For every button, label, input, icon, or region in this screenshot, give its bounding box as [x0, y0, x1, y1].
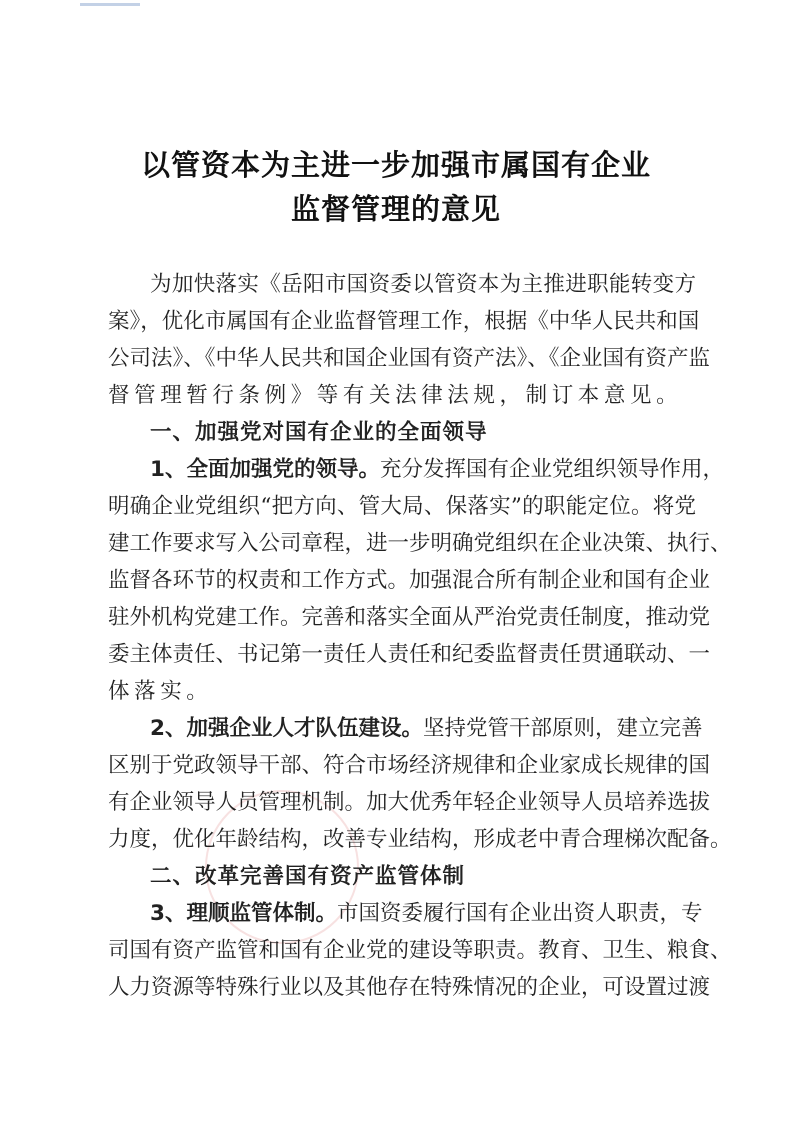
paragraph-3-line	[150, 899, 703, 929]
paragraph-2-line	[150, 714, 703, 744]
document-title-line-2: 监督管理的意见	[290, 192, 501, 226]
intro-line: 为加快落实《岳阳市国资委以管资本为主推进职能转变方	[150, 272, 696, 297]
paragraph-2-line: 有企业领导人员管理机制。加大优秀年轻企业领导人员培养选拔	[108, 790, 711, 815]
intro-line: 公司法》、《中华人民共和国企业国有资产法》、《企业国有资产监	[108, 346, 711, 371]
intro-line: 督管理暂行条例》等有关法律法规，制订本意见。	[108, 383, 683, 408]
paragraph-1-line: 明确企业党组织“把方向、管大局、保落实”的职能定位。将党	[108, 494, 696, 519]
paragraph-1-text: 充分发挥国有企业党组织领导作用，	[379, 457, 724, 482]
section-heading-2: 二、改革完善国有资产监管体制	[150, 864, 466, 889]
paragraph-1-line: 体落实。	[108, 679, 213, 704]
paragraph-3-line: 司国有资产监管和国有企业党的建设等职责。教育、卫生、粮食、	[108, 938, 732, 963]
paragraph-3-line: 人力资源等特殊行业以及其他存在特殊情况的企业，可设置过渡	[108, 975, 711, 1000]
paragraph-1-line: 监督各环节的权责和工作方式。加强混合所有制企业和国有企业	[108, 568, 711, 593]
paragraph-2-line: 力度，优化年龄结构，改善专业结构，形成老中青合理梯次配备。	[108, 827, 732, 852]
paragraph-2-text: 坚持党管干部原则，建立完善	[422, 716, 703, 741]
scan-mark	[80, 3, 140, 6]
section-heading-1: 一、加强党对国有企业的全面领导	[150, 420, 488, 445]
paragraph-1-line	[150, 455, 724, 485]
paragraph-1-line: 委主体责任、书记第一责任人责任和纪委监督责任贯通联动、一	[108, 642, 711, 667]
paragraph-3-text: 市国资委履行国有企业出资人职责，专	[336, 901, 703, 926]
paragraph-1-line: 驻外机构党建工作。完善和落实全面从严治党责任制度，推动党	[108, 605, 711, 630]
intro-line: 案》，优化市属国有企业监督管理工作，根据《中华人民共和国	[108, 309, 700, 334]
paragraph-1-line: 建工作要求写入公司章程，进一步明确党组织在企业决策、执行、	[108, 531, 732, 556]
paragraph-1-lead: 1、全面加强党的领导。	[150, 457, 380, 482]
paragraph-3-lead: 3、理顺监管体制。	[150, 901, 337, 926]
paragraph-2-line: 区别于党政领导干部、符合市场经济规律和企业家成长规律的国	[108, 753, 711, 778]
paragraph-2-lead: 2、加强企业人才队伍建设。	[150, 716, 423, 741]
document-title-line-1: 以管资本为主进一步加强市属国有企业	[140, 148, 651, 182]
